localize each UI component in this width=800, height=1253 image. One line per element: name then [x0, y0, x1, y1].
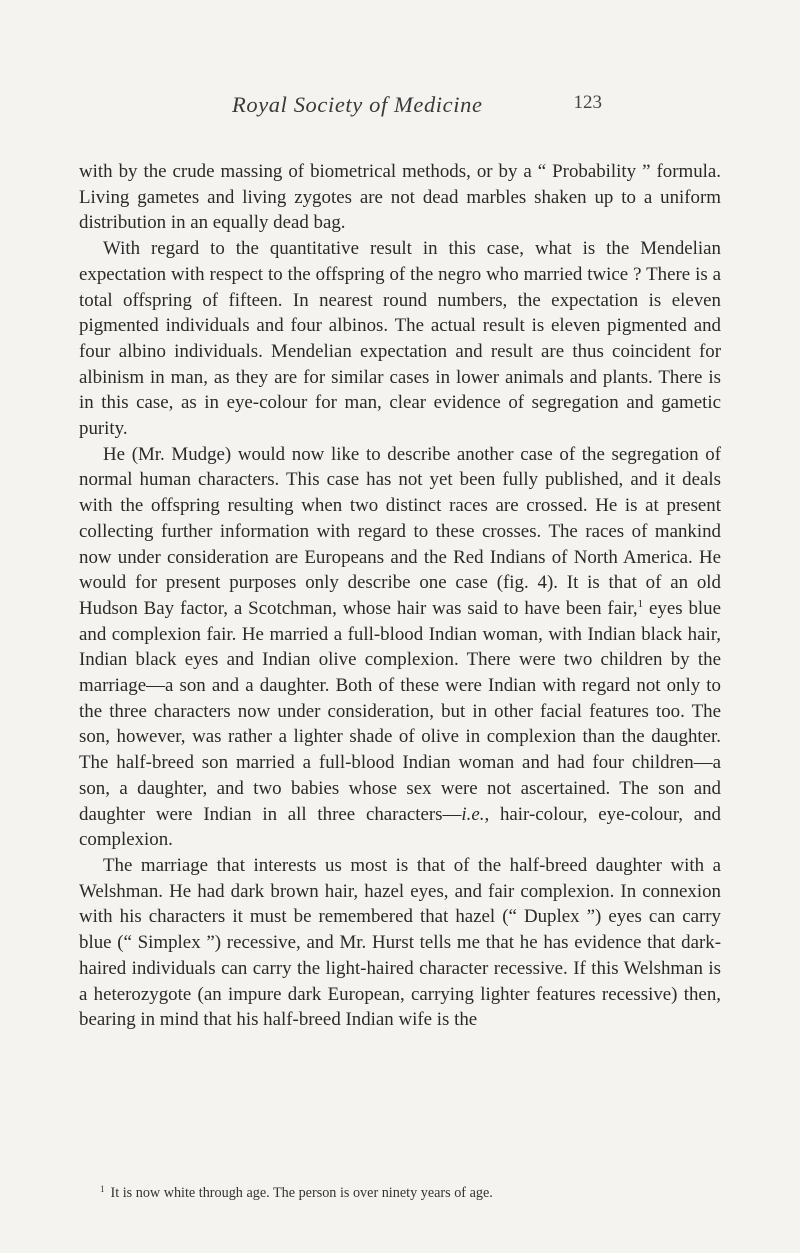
footnote-marker: 1 [100, 1184, 105, 1194]
body-text [79, 159, 721, 1033]
paragraph-4: The marriage that interests us most is that of the half-breed daughter with a Welshman. He had dark brown hair, hazel eyes, and fair complexion. In connexion with his characters it must be remembered that hazel (“ Duplex ”) eyes can carry blue (“ Simplex ”) recessive, and Mr. Hurst tells me that he has evidence that dark-haired individuals can carry the light-haired character recessive. If this Welshman is a heterozygote (an impure dark European, carrying lighter features recessive) then, bearing in mind that his half-breed Indian wife is the [79, 854, 721, 1031]
paragraph-3-continuation: eyes blue and complexion fair. He married a full-blood Indian woman, with Indian black hair, Indian black eyes and Indian olive complexion. There were two children by the marriage—a son and a daughter. Both of these were Indian with regard not only to the three characters now under consideration, but in other facial features too. The son, however, was rather a lighter shade of olive in complexion than the daughter. The half-breed son married a full-blood Indian woman and had four children—a son, a daughter, and two babies whose sex were not ascertained. The son and daughter were Indian in all three characters— [79, 597, 721, 825]
paragraph-2: With regard to the quantitative result in this case, what is the Mendelian expectation with respect to the offspring of the negro who married twice ? There is a total offspring of fifteen. In nearest round numbers, the expectation is eleven pigmented individuals and four albinos. The actual result is eleven pigmented and four albino individuals. Mendelian expectation and result are thus coincident for albinism in man, as they are for similar cases in lower animals and plants. There is in this case, as in eye-colour for man, clear evidence of segregation and gametic purity. [79, 238, 721, 440]
paragraph-3-text: He (Mr. Mudge) would now like to describe another case of the segregation of normal human characters. This case has not yet been fully published, and it deals with the offspring resulting when two distinct races are crossed. He is at present collecting further information with regard to these crosses. The races of mankind now under consideration are Europeans and the Red Indians of North America. He would for present purposes only describe one case (fig. 4). It is that of an old Hudson Bay factor, a Scotchman, whose hair was said to have been fair, [79, 443, 721, 619]
footnote [100, 1184, 720, 1202]
footnote-reference[interactable]: 1 [637, 597, 644, 610]
page-number: 123 [573, 92, 602, 113]
paragraph-3 [79, 442, 721, 853]
footnote-text: It is now white through age. The person is over ninety years of age. [110, 1185, 493, 1201]
running-title: Royal Society of Medicine [232, 92, 483, 117]
italic-ie: i.e. [461, 803, 485, 825]
paragraph-3-end: , hair-colour, eye-colour, and complexion. [79, 803, 722, 851]
paragraph-1: with by the crude massing of biometrical methods, or by a “ Probability ” formula. Living gametes and living zygotes are not dead marbles shaken up to a uniform distribution in an equally dead bag. [79, 161, 721, 234]
